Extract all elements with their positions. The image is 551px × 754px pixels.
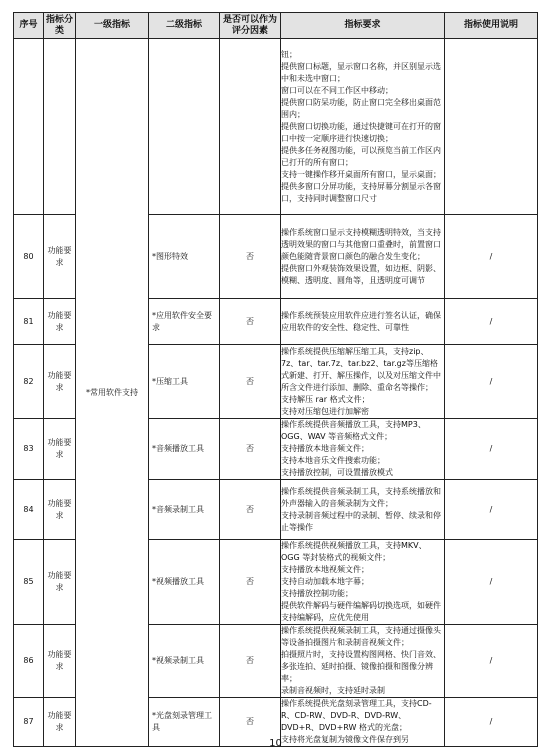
level2-cell xyxy=(149,345,220,419)
row-level2: *应用软件安全要求 xyxy=(152,310,212,332)
scoring-cell xyxy=(220,299,281,345)
row-level2: *音频录制工具 xyxy=(152,504,204,514)
scoring-cell xyxy=(220,480,281,540)
scoring-cell xyxy=(220,345,281,419)
row-number: 84 xyxy=(23,504,34,514)
requirement-cell xyxy=(281,215,445,299)
requirement-cell xyxy=(281,540,445,625)
row-category: 功能要求 xyxy=(47,438,72,459)
requirement-line: 提供多任务视图功能，可以预览当前工作区内已打开的所有窗口； xyxy=(281,145,441,167)
requirement-line: 提供窗口外观装饰效果设置，如边框、阴影、模糊、透明度、圆角等，且透明度可调节 xyxy=(281,263,441,285)
row-number: 82 xyxy=(23,376,34,386)
row-usage: / xyxy=(489,444,493,453)
row-usage: / xyxy=(489,251,493,261)
requirement-line: 支持将光盘复制为镜像文件保存到另 xyxy=(281,735,409,744)
row-number: 87 xyxy=(23,717,34,726)
row-level2: *视频录制工具 xyxy=(152,656,204,665)
row-level2: *光盘刻录管理工具 xyxy=(152,711,212,732)
num-cell xyxy=(14,299,44,345)
row-number: 80 xyxy=(23,251,34,261)
level2-cell xyxy=(149,215,220,299)
requirement-cell xyxy=(281,480,445,540)
row-usage: / xyxy=(489,376,493,386)
requirement-line: 操作系统提供音频播放工具，支持MP3、OGG、WAV 等音频格式文件； xyxy=(281,420,426,441)
level2-cell xyxy=(149,419,220,480)
row-category: 功能要求 xyxy=(47,310,72,332)
level2-cell xyxy=(149,540,220,625)
category-cell xyxy=(44,299,76,345)
row-level2: *图形特效 xyxy=(152,251,188,261)
level2-cell xyxy=(149,299,220,345)
row-scoring: 否 xyxy=(246,251,254,261)
row-scoring: 否 xyxy=(246,316,254,326)
requirement-line: 支持解压 rar 格式文件； xyxy=(281,394,370,404)
requirement-line: 提供多窗口分屏功能，支持屏幕分割显示各窗口，支持同时调整窗口尺寸 xyxy=(281,181,441,203)
requirement-cell xyxy=(281,625,445,698)
header-num: 序号 xyxy=(14,13,44,39)
table-row xyxy=(14,39,538,215)
header-category: 指标分类 xyxy=(44,13,76,39)
level1-cell xyxy=(76,39,149,747)
requirement-line: 提供窗口切换功能，通过快捷键可在打开的窗口中按一定顺序进行快速切换； xyxy=(281,121,441,143)
requirement-line: 支持播放本地视频文件； xyxy=(281,565,369,574)
row-usage: / xyxy=(489,504,493,514)
scoring-cell xyxy=(220,419,281,480)
requirement-line: 操作系统提供视频播放工具，支持MKV、OGG 等封装格式的视频文件； xyxy=(281,541,427,562)
level1-label: *常用软件支持 xyxy=(86,387,138,397)
row-category: 功能要求 xyxy=(47,650,72,671)
row-scoring: 否 xyxy=(246,376,254,386)
requirement-line: 窗口可以在不同工作区中移动； xyxy=(281,85,393,95)
requirement-line: 提供窗口标题，显示窗口名称，并区别显示选中和未选中窗口； xyxy=(281,61,441,83)
requirement-cell xyxy=(281,39,445,215)
usage-cell xyxy=(445,480,538,540)
usage-cell xyxy=(445,299,538,345)
requirement-line: 录制音视频时，支持延时录制 xyxy=(281,686,385,695)
spec-table xyxy=(13,12,538,747)
category-cell xyxy=(44,480,76,540)
row-number: 81 xyxy=(23,316,34,326)
row-level2: *音频播放工具 xyxy=(152,444,204,453)
category-cell xyxy=(44,540,76,625)
requirement-line: 支持播放本地音频文件； xyxy=(281,444,369,453)
requirement-line: 支持播放控制，可设置播放模式 xyxy=(281,468,393,477)
num-cell xyxy=(14,625,44,698)
requirement-line: 提供窗口防呆功能，防止窗口完全移出桌面范围内； xyxy=(281,97,441,119)
row-category: 功能要求 xyxy=(47,711,72,732)
level2-cell xyxy=(149,625,220,698)
row-scoring: 否 xyxy=(246,717,254,726)
requirement-line: 操作系统预装应用软件应进行签名认证，确保应用软件的安全性、稳定性、可靠性 xyxy=(281,310,441,332)
requirement-line: 操作系统窗口显示支持模糊透明特效，当支持透明效果的窗口与其他窗口重叠时，前置窗口颜色能随背景窗口颜色的融合发生变化； xyxy=(281,227,441,261)
category-cell xyxy=(44,419,76,480)
requirement-line: 提供软件解码与硬件编解码切换选项，如硬件支持编解码，应优先使用 xyxy=(281,601,441,622)
row-category: 功能要求 xyxy=(47,498,72,520)
row-scoring: 否 xyxy=(246,444,254,453)
page-number: 10 xyxy=(269,738,282,749)
num-cell xyxy=(14,480,44,540)
level2-cell xyxy=(149,39,220,215)
requirement-line: 操作系统提供光盘刻录管理工具，支持CD-R、CD-RW、DVD-R、DVD-RW、DVD+R、DVD+RW 格式的光盘； xyxy=(281,699,432,732)
usage-cell xyxy=(445,625,538,698)
requirement-line: 操作系统提供压缩解压缩工具，支持zip、7z、tar、tar.7z、tar.bz2、tar.gz等压缩格式新建、打开、解压操作，以及对压缩文件中所含文件进行添加、删除、重命名等操作； xyxy=(281,346,441,392)
usage-cell xyxy=(445,215,538,299)
usage-cell xyxy=(445,540,538,625)
requirement-cell xyxy=(281,419,445,480)
row-scoring: 否 xyxy=(246,504,254,514)
requirement-line: 钮； xyxy=(281,49,297,59)
header-requirement: 指标要求 xyxy=(281,13,445,39)
row-number: 83 xyxy=(23,444,34,453)
row-level2: *视频播放工具 xyxy=(152,577,204,586)
usage-cell xyxy=(445,419,538,480)
row-scoring: 否 xyxy=(246,577,254,586)
row-usage: / xyxy=(489,717,493,726)
category-cell xyxy=(44,625,76,698)
row-category: 功能要求 xyxy=(47,245,72,267)
usage-cell xyxy=(445,345,538,419)
requirement-line: 支持播放控制功能； xyxy=(281,589,353,598)
row-usage: / xyxy=(489,577,493,586)
requirement-line: 操作系统提供视频录制工具，支持通过摄像头等设备拍摄图片和录制音视频文件； xyxy=(281,626,441,647)
scoring-cell xyxy=(220,39,281,215)
scoring-cell xyxy=(220,625,281,698)
num-cell xyxy=(14,540,44,625)
usage-cell xyxy=(445,39,538,215)
requirement-cell xyxy=(281,345,445,419)
requirement-line: 操作系统提供音频录制工具，支持系统播放和外声器输入的音频录制为文件； xyxy=(281,486,441,508)
row-scoring: 否 xyxy=(246,656,254,665)
requirement-line: 支持本地音乐文件搜索功能； xyxy=(281,456,385,465)
num-cell xyxy=(14,345,44,419)
category-cell xyxy=(44,345,76,419)
requirement-line: 支持录制音频过程中的录制、暂停、续录和停止等操作 xyxy=(281,510,441,532)
requirement-cell xyxy=(281,299,445,345)
header-level2: 二级指标 xyxy=(149,13,220,39)
row-category: 功能要求 xyxy=(47,370,72,392)
level2-cell xyxy=(149,480,220,540)
row-level2: *压缩工具 xyxy=(152,376,188,386)
num-cell xyxy=(14,419,44,480)
category-cell xyxy=(44,39,76,215)
row-category: 功能要求 xyxy=(47,571,72,592)
num-cell xyxy=(14,215,44,299)
num-cell xyxy=(14,39,44,215)
row-number: 85 xyxy=(23,577,34,586)
scoring-cell xyxy=(220,540,281,625)
scoring-cell xyxy=(220,215,281,299)
header-row xyxy=(14,13,538,39)
header-usage: 指标使用说明 xyxy=(445,13,538,39)
header-scoring: 是否可以作为评分因素 xyxy=(220,13,281,39)
requirement-line: 拍摄照片时，支持设置构图网格、快门音效、多张连拍、延时拍摄、镜像拍摄和图像分辨率； xyxy=(281,650,441,683)
row-number: 86 xyxy=(23,656,34,665)
row-usage: / xyxy=(489,316,493,326)
row-usage: / xyxy=(489,656,493,665)
requirement-line: 支持自动加载本地字幕； xyxy=(281,577,369,586)
header-level1: 一级指标 xyxy=(76,13,149,39)
category-cell xyxy=(44,215,76,299)
requirement-line: 支持对压缩包进行加解密 xyxy=(281,406,369,416)
requirement-line: 支持一键操作移开桌面所有窗口，显示桌面； xyxy=(281,169,441,179)
